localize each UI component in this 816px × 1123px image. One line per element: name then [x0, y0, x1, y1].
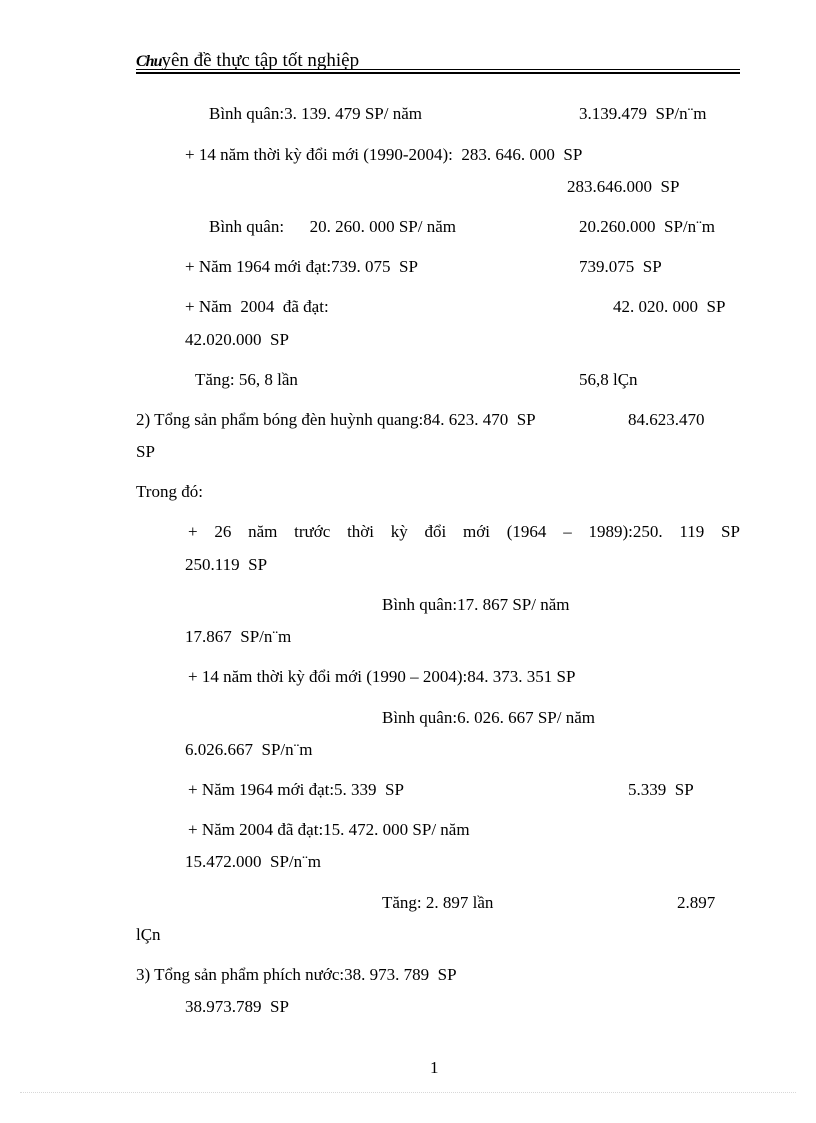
text-line-right: 739.075 SP [579, 257, 662, 276]
text-line: + Năm 2004 đã đạt:15. 472. 000 SP/ năm [188, 820, 470, 839]
text-line: lÇn [136, 925, 161, 944]
word: năm [248, 522, 278, 541]
word: SP [721, 522, 740, 541]
header-script-prefix: Chu [136, 53, 162, 70]
text-line-right: 56,8 lÇn [579, 370, 638, 389]
text-line: 6.026.667 SP/n¨m [185, 740, 313, 759]
text-line: + 14 năm thời kỳ đổi mới (1990 – 2004):84. 373. 351 SP [188, 667, 576, 686]
text-line-right: 283.646.000 SP [567, 177, 680, 196]
text-line: Tăng: 56, 8 lần [195, 370, 298, 389]
header-title: yên đề thực tập tốt nghiệp [161, 50, 360, 71]
header-rule-thin [136, 69, 740, 70]
word: kỳ [390, 522, 408, 541]
word: đổi [424, 522, 447, 541]
text-line-right: 20.260.000 SP/n¨m [579, 217, 716, 236]
word: + [188, 522, 198, 541]
text-line: + 14 năm thời kỳ đổi mới (1990-2004): 283. 646. 000 SP [185, 145, 583, 164]
text-line: + Năm 1964 mới đạt:739. 075 SP [185, 257, 418, 276]
text-line: Bình quân:17. 867 SP/ năm [382, 595, 570, 614]
text-line: Tăng: 2. 897 lần [382, 893, 494, 912]
header-rule-thick [136, 72, 740, 74]
word: thời [347, 522, 375, 541]
text-line-right: 5.339 SP [628, 780, 694, 799]
page-number: 1 [430, 1058, 439, 1077]
word: 1989):250. [588, 522, 663, 541]
section-heading: 3) Tổng sản phẩm phích nước:38. 973. 789 SP [136, 965, 457, 984]
word: – [563, 522, 572, 541]
text-line-right: 42. 020. 000 SP [613, 297, 726, 316]
text-line-right: 84.623.470 [628, 410, 705, 429]
text-line: Bình quân:3. 139. 479 SP/ năm [209, 104, 422, 123]
text-line-right: 3.139.479 SP/n¨m [579, 104, 707, 123]
text-line: 250.119 SP [185, 555, 268, 574]
word: trước [294, 522, 331, 541]
text-line: Bình quân: 20. 260. 000 SP/ năm [209, 217, 456, 236]
text-line-right: 2.897 [677, 893, 716, 912]
page-bottom-divider [20, 1092, 796, 1093]
text-line: Bình quân:6. 026. 667 SP/ năm [382, 708, 595, 727]
text-line: 42.020.000 SP [185, 330, 289, 349]
word: (1964 [506, 522, 547, 541]
text-line: 17.867 SP/n¨m [185, 627, 292, 646]
text-line: Trong đó: [136, 482, 203, 501]
text-line: 38.973.789 SP [185, 997, 289, 1016]
text-line: + Năm 2004 đã đạt: [185, 297, 329, 316]
word: 119 [679, 522, 705, 541]
section-heading: 2) Tổng sản phẩm bóng đèn huỳnh quang:84. 623. 470 SP [136, 410, 536, 429]
word: mới [463, 522, 490, 541]
text-line: SP [136, 442, 155, 461]
text-line: + Năm 1964 mới đạt:5. 339 SP [188, 780, 404, 799]
text-line: 15.472.000 SP/n¨m [185, 852, 322, 871]
justified-line [188, 522, 740, 542]
word: 26 [214, 522, 232, 541]
